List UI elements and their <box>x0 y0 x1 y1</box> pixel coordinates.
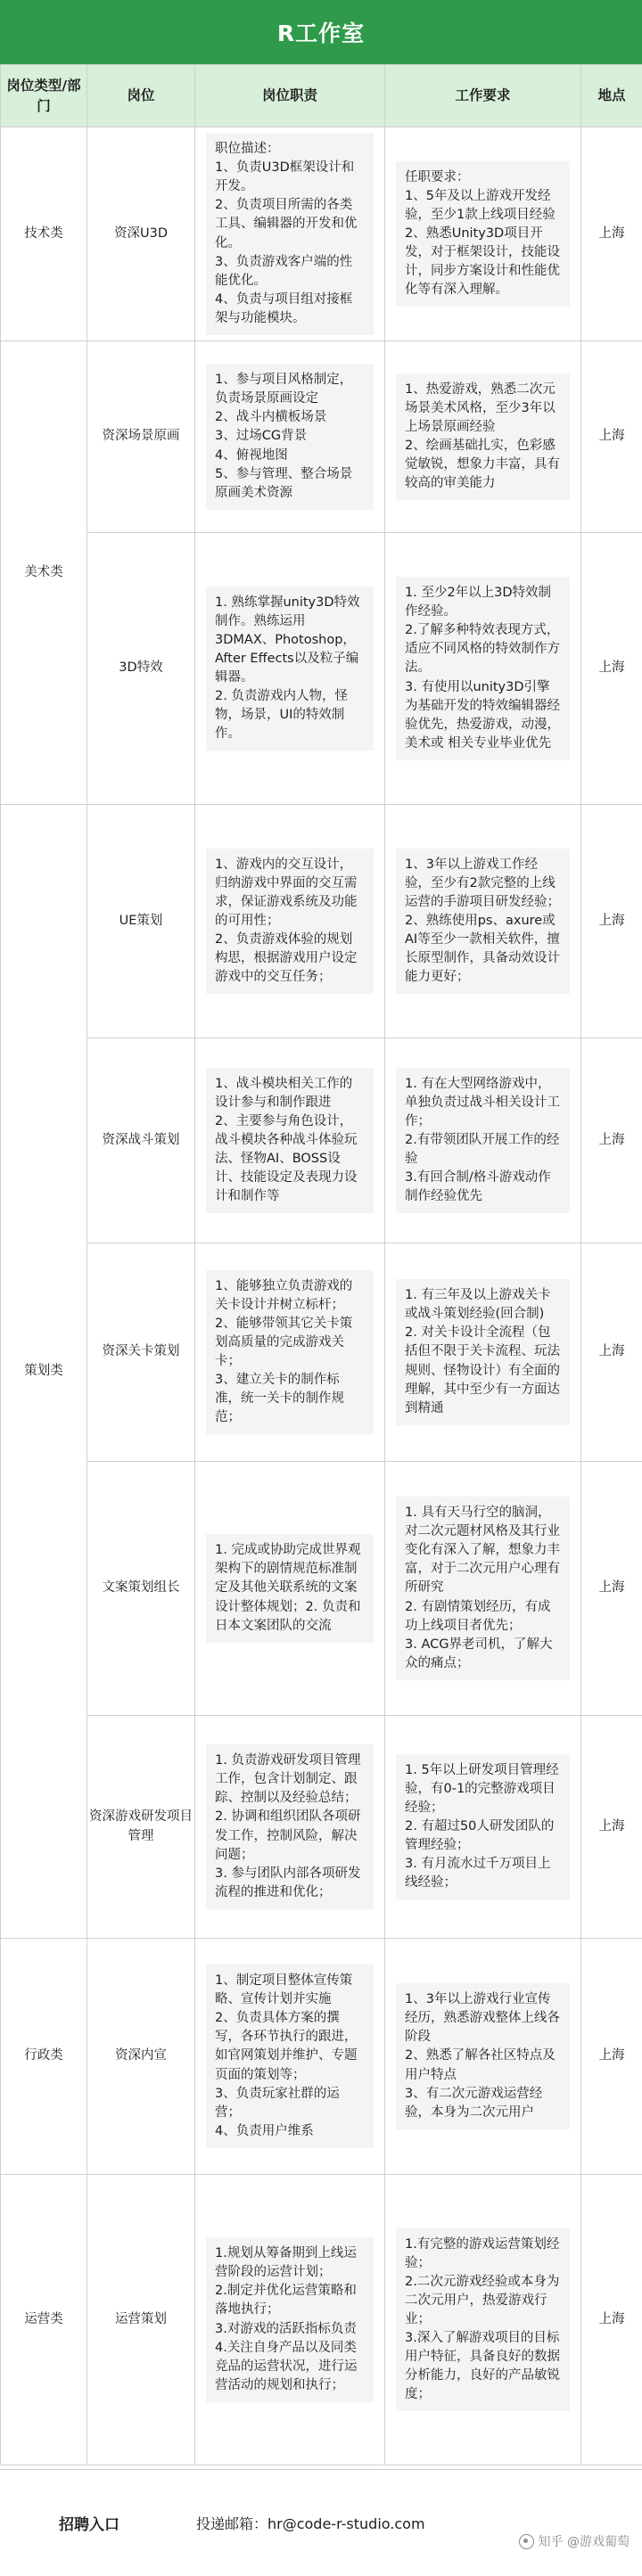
job-requirements: 1. 至少2年以上3D特效制作经验。 2.了解多种特效表现方式，适应不同风格的特效制作方法。 3. 有使用以unity3D引擎为基础开发的特效编辑器经验优先，热爱游戏，动漫，美术或 相关专业毕业优先 <box>396 577 570 759</box>
header-department: 岗位类型/部门 <box>1 65 87 127</box>
recruit-entry-label: 招聘入口 <box>0 2512 178 2534</box>
job-location: 上海 <box>581 127 642 341</box>
job-location: 上海 <box>581 1038 642 1243</box>
category-planning: 策划类 <box>1 805 87 1939</box>
job-position: 资深内宣 <box>87 1939 195 2175</box>
job-requirements: 1、热爱游戏，熟悉二次元场景美术风格，至少3年以上场景原画经验 2、绘画基础扎实，色彩感觉敏锐，想象力丰富，具有较高的审美能力 <box>396 373 570 500</box>
job-position: 资深战斗策划 <box>87 1038 195 1243</box>
job-duties: 1、游戏内的交互设计，归纳游戏中界面的交互需求，保证游戏系统及功能的可用性； 2、负责游戏体验的规划构思，根据游戏用户设定游戏中的交互任务； <box>206 849 374 994</box>
job-position: 资深U3D <box>87 127 195 341</box>
job-location: 上海 <box>581 341 642 533</box>
job-location: 上海 <box>581 1462 642 1716</box>
header-requirements: 工作要求 <box>385 65 581 127</box>
job-position: 资深场景原画 <box>87 341 195 533</box>
watermark-text: 知乎 @游戏葡萄 <box>539 2532 630 2550</box>
job-duties: 1. 完成或协助完成世界观架构下的剧情规范标准制定及其他关联系统的文案设计整体规划；2. 负责和日本文案团队的交流 <box>206 1534 374 1642</box>
job-duties: 1、参与项目风格制定，负责场景原画设定 2、战斗内横板场景 3、过场CG背景 4、俯视地图 5、参与管理、整合场景原画美术资源 <box>206 364 374 509</box>
table-row <box>1 1939 642 2175</box>
job-duties: 职位描述： 1、负责U3D框架设计和开发。 2、负责项目所需的各类工具、编辑器的开发和优化。 3、负责游戏客户端的性能优化。 4、负责与项目组对接框架与功能模块。 <box>206 133 374 334</box>
header-location: 地点 <box>581 65 642 127</box>
job-position: UE策划 <box>87 805 195 1038</box>
job-location: 上海 <box>581 1716 642 1939</box>
table-row <box>1 127 642 341</box>
header-duties: 岗位职责 <box>195 65 385 127</box>
job-duties: 1、战斗模块相关工作的设计参与和制作跟进 2、主要参与角色设计，战斗模块各种战斗体验玩法、怪物AI、BOSS设计、技能设定及表现力设计和制作等 <box>206 1068 374 1213</box>
table-row <box>1 1462 642 1716</box>
category-admin: 行政类 <box>1 1939 87 2175</box>
table-row <box>1 805 642 1038</box>
job-duties: 1. 熟练掌握unity3D特效制作。熟练运用3DMAX、Photoshop，After Effects以及粒子编辑器。 2. 负责游戏内人物，怪物，场景，UI的特效制作。 <box>206 587 374 751</box>
job-location: 上海 <box>581 533 642 805</box>
page-title: R工作室 <box>0 0 642 64</box>
jobs-table <box>0 64 642 2465</box>
job-position: 运营策划 <box>87 2175 195 2465</box>
job-position: 资深游戏研发项目管理 <box>87 1716 195 1939</box>
job-requirements: 1.有完整的游戏运营策划经验； 2.二次元游戏经验或本身为二次元用户，热爱游戏行业； 3.深入了解游戏项目的目标用户特征，具备良好的数据分析能力，良好的产品敏锐度； <box>396 2228 570 2411</box>
table-header-row <box>1 65 642 127</box>
job-requirements: 1. 具有天马行空的脑洞，对二次元题材风格及其行业变化有深入了解，想象力丰富，对于二次元用户心理有所研究 2. 有剧情策划经历，有成功上线项目者优先； 3. ACG界老司机，了解大众的痛点； <box>396 1497 570 1679</box>
job-position: 3D特效 <box>87 533 195 805</box>
job-duties: 1.规划从筹备期到上线运营阶段的运营计划； 2.制定并优化运营策略和落地执行； 3.对游戏的活跃指标负责 4.关注自身产品以及同类竞品的运营状况，进行运营活动的规划和执行； <box>206 2237 374 2401</box>
job-requirements: 1. 5年以上研发项目管理经验，有0-1的完整游戏项目经验； 2. 有超过50人研发团队的管理经验； 3. 有月流水过千万项目上线经验； <box>396 1754 570 1899</box>
category-tech: 技术类 <box>1 127 87 341</box>
watermark-icon <box>519 2534 534 2549</box>
job-location: 上海 <box>581 2175 642 2465</box>
table-row <box>1 533 642 805</box>
category-art: 美术类 <box>1 341 87 805</box>
table-row <box>1 1716 642 1939</box>
table-row <box>1 1243 642 1462</box>
job-location: 上海 <box>581 1939 642 2175</box>
category-operations: 运营类 <box>1 2175 87 2465</box>
job-requirements: 1、3年以上游戏工作经验，至少有2款完整的上线运营的手游项目研发经验； 2、熟练使用ps、axure或AI等至少一款相关软件，擅长原型制作，具备动效设计能力更好； <box>396 849 570 994</box>
job-duties: 1. 负责游戏研发项目管理工作，包含计划制定、跟踪、控制以及经验总结； 2. 协调和组织团队各项研发工作，控制风险，解决问题； 3. 参与团队内部各项研发流程的推进和优化； <box>206 1744 374 1908</box>
table-row <box>1 2175 642 2465</box>
job-duties: 1、制定项目整体宣传策略、宣传计划并实施 2、负责具体方案的撰写，各环节执行的跟进，如官网策划并维护、专题页面的策划等； 3、负责玩家社群的运营； 4、负责用户维系 <box>206 1965 374 2147</box>
watermark <box>519 2532 630 2550</box>
job-location: 上海 <box>581 805 642 1038</box>
application-email[interactable]: 投递邮箱：hr@code-r-studio.com <box>196 2513 425 2533</box>
job-duties: 1、能够独立负责游戏的关卡设计并树立标杆； 2、能够带领其它关卡策划高质量的完成游戏关卡； 3、建立关卡的制作标准，统一关卡的制作规范； <box>206 1270 374 1434</box>
job-requirements: 任职要求： 1、5年及以上游戏开发经验，至少1款上线项目经验 2、熟悉Unity3D项目开发，对于框架设计，技能设计，同步方案设计和性能优化等有深入理解。 <box>396 161 570 307</box>
job-position: 资深关卡策划 <box>87 1243 195 1462</box>
job-requirements: 1. 有三年及以上游戏关卡或战斗策划经验(回合制) 2. 对关卡设计全流程（包括但不限于关卡流程、玩法规则、怪物设计）有全面的理解，其中至少有一方面达到精通 <box>396 1279 570 1424</box>
footer <box>0 2469 642 2576</box>
table-row <box>1 341 642 533</box>
job-position: 文案策划组长 <box>87 1462 195 1716</box>
header-position: 岗位 <box>87 65 195 127</box>
job-requirements: 1、3年以上游戏行业宣传经历，熟悉游戏整体上线各阶段 2、熟悉了解各社区特点及用户特点 3、有二次元游戏运营经验，本身为二次元用户 <box>396 1983 570 2129</box>
table-row <box>1 1038 642 1243</box>
job-requirements: 1. 有在大型网络游戏中，单独负责过战斗相关设计工作； 2.有带领团队开展工作的经验 3.有回合制/格斗游戏动作制作经验优先 <box>396 1068 570 1213</box>
job-location: 上海 <box>581 1243 642 1462</box>
